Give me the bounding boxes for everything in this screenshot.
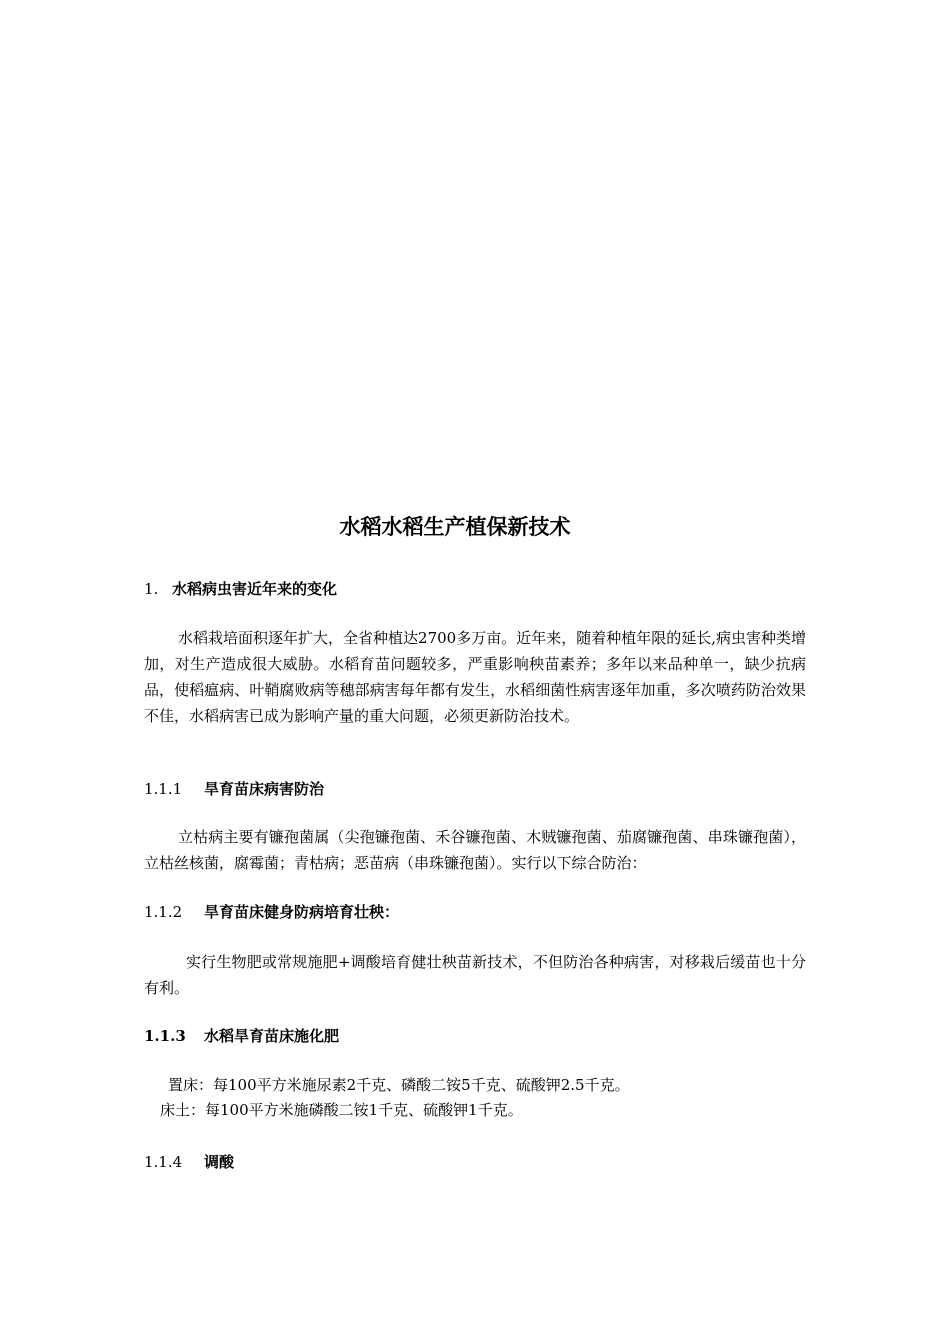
section-number: 1. xyxy=(144,580,159,598)
section-heading-text: 旱育苗床健身防病培育壮秧： xyxy=(204,903,400,921)
section-heading-1-1-3 xyxy=(144,1025,339,1047)
fertilizer-line-bed-soil: 床土：每100平方米施磷酸二铵1千克、硫酸钾1千克。 xyxy=(160,1101,523,1119)
section-heading-1 xyxy=(144,578,337,600)
section-number: 1.1.4 xyxy=(144,1153,183,1171)
section-body-1: 水稻栽培面积逐年扩大，全省种植达2700多万亩。近年来，随着种植年限的延长,病虫害种类增加，对生产造成很大威胁。水稻育苗问题较多，严重影响秧苗素养；多年以来品种单一，缺少抗病品，使稻瘟病、叶鞘腐败病等穗部病害每年都有发生，水稻细菌性病害逐年加重，多次喷药防治效果不佳，水稻病害已成为影响产量的重大问题，必须更新防治技术。 xyxy=(144,629,806,725)
section-heading-1-1-4 xyxy=(144,1151,234,1173)
section-heading-text: 调酸 xyxy=(204,1153,235,1171)
section-number: 1.1.2 xyxy=(144,903,183,921)
section-heading-text: 水稻旱育苗床施化肥 xyxy=(204,1027,340,1045)
section-number: 1.1.1 xyxy=(144,780,183,798)
fertilizer-line-seedbed: 置床：每100平方米施尿素2千克、磷酸二铵5千克、硫酸钾2.5千克。 xyxy=(168,1076,630,1094)
section-heading-1-1-1 xyxy=(144,778,324,800)
section-heading-text: 旱育苗床病害防治 xyxy=(204,780,325,798)
section-body-1-1-1: 立枯病主要有镰孢菌属（尖孢镰孢菌、禾谷镰孢菌、木贼镰孢菌、茄腐镰孢菌、串珠镰孢菌），立枯丝核菌，腐霉菌；青枯病；恶苗病（串珠镰孢菌）。实行以下综合防治： xyxy=(144,828,806,872)
section-number: 1.1.3 xyxy=(144,1027,186,1045)
page-title: 水稻水稻生产植保新技术 xyxy=(339,515,571,539)
section-heading-1-1-2 xyxy=(144,901,399,923)
section-body-1-1-2: 实行生物肥或常规施肥+调酸培育健壮秧苗新技术，不但防治各种病害，对移栽后缓苗也十分有利。 xyxy=(144,953,806,997)
section-heading-text: 水稻病虫害近年来的变化 xyxy=(172,580,338,598)
